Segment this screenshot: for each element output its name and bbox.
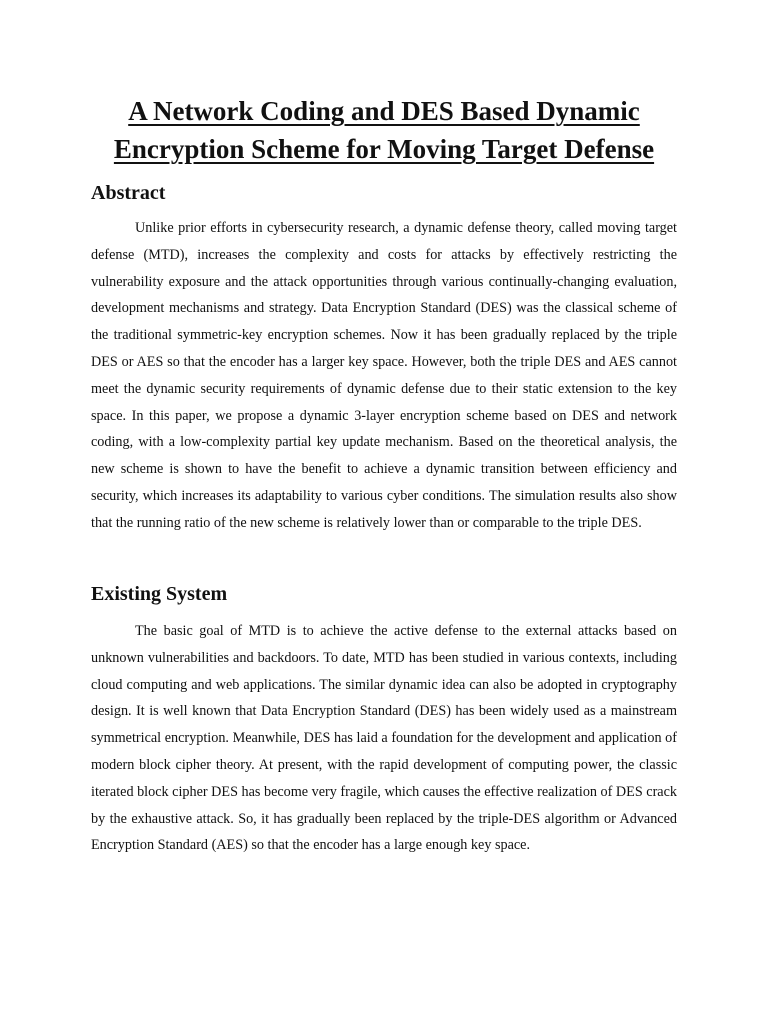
existing-system-heading: Existing System — [91, 583, 228, 605]
existing-system-paragraph: The basic goal of MTD is to achieve the active defense to the external attacks based on unknown vulnerabilities and backdoors. To date, MTD has been studied in various contexts, including cloud computing and web applications. The similar dynamic idea can also be adopted in cryptography design. It is well known that Data Encryption Standard (DES) has been widely used as a mainstream symmetrical encryption. Meanwhile, DES has laid a foundation for the development and application of modern block cipher theory. At present, with the rapid development of computing power, the classic iterated block cipher DES has become very fragile, which causes the effective realization of DES crack by the exhaustive attack. So, it has gradually been replaced by the triple-DES algorithm or Advanced Encryption Standard (AES) so that the encoder has a large enough key space. — [91, 623, 677, 854]
abstract-paragraph: Unlike prior efforts in cybersecurity research, a dynamic defense theory, called moving target defense (MTD), increases the complexity and costs for attacks by effectively restricting the vulnerability exposure and the attack opportunities through various continually-changing evaluation, development mechanisms and strategy. Data Encryption Standard (DES) was the classical scheme of the traditional symmetric-key encryption schemes. Now it has been gradually replaced by the triple DES or AES so that the encoder has a larger key space. However, both the triple DES and AES cannot meet the dynamic security requirements of dynamic defense due to their static extension to the key space. In this paper, we propose a dynamic 3-layer encryption scheme based on DES and network coding, with a low-complexity partial key update mechanism. Based on the theoretical analysis, the new scheme is shown to have the benefit to achieve a dynamic transition between efficiency and security, which increases its adaptability to various cyber conditions. The simulation results also show that the running ratio of the new scheme is relatively lower than or comparable to the triple DES. — [91, 220, 677, 531]
title-line-1: A Network Coding and DES Based Dynamic — [128, 96, 640, 126]
document-title — [60, 92, 708, 168]
abstract-heading: Abstract — [91, 182, 166, 204]
title-line-2: Encryption Scheme for Moving Target Defense — [113, 134, 655, 164]
